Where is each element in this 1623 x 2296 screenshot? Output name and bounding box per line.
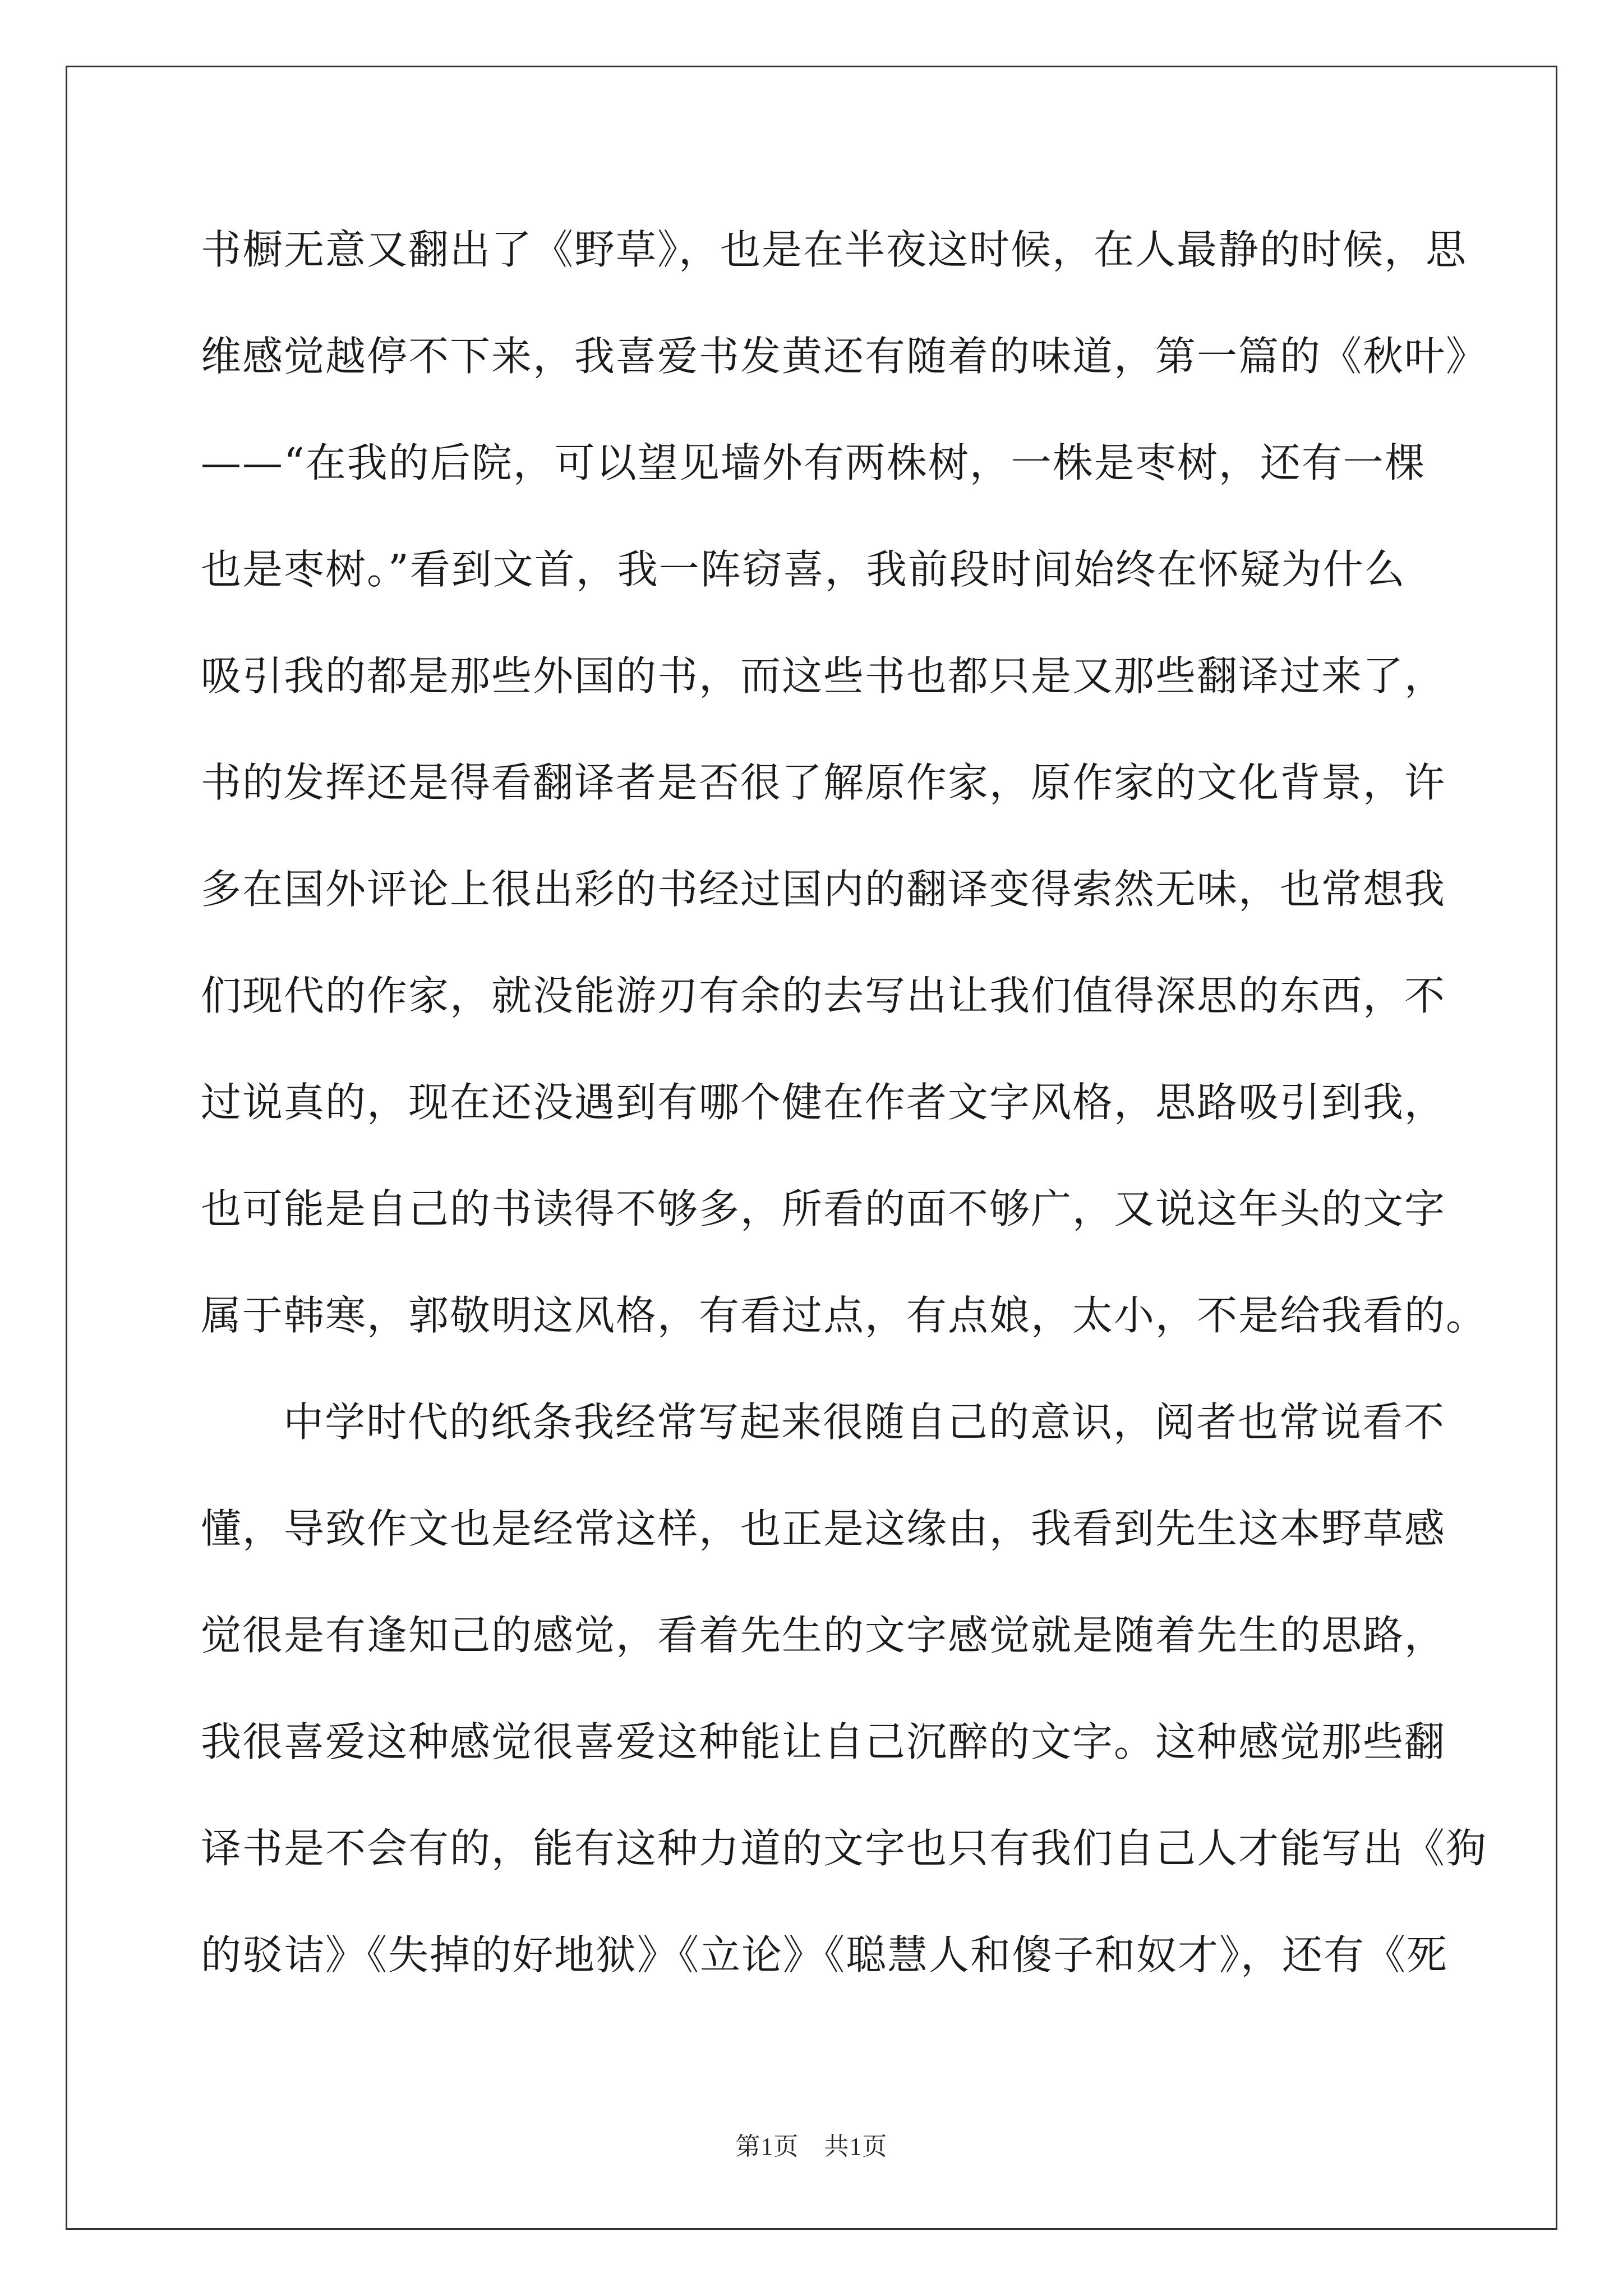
text-line: 译书是不会有的，能有这种力道的文字也只有我们自己人才能写出《狗: [201, 1825, 1488, 1872]
text-line: 书的发挥还是得看翻译者是否很了解原作家，原作家的文化背景，许: [201, 759, 1446, 806]
page-number-footer: 第1页 共1页: [735, 2133, 888, 2160]
text-line: 属于韩寒，郭敬明这风格，有看过点，有点娘，太小，不是给我看的。: [201, 1292, 1488, 1339]
text-line: 的驳诘》《失掉的好地狱》《立论》《聪慧人和傻子和奴才》，还有《死: [201, 1931, 1449, 1978]
paragraph-start-line: 中学时代的纸条我经常写起来很随自己的意识，阅者也常说看不: [283, 1398, 1446, 1446]
text-line: 吸引我的都是那些外国的书，而这些书也都只是又那些翻译过来了，: [201, 652, 1446, 700]
text-line: 过说真的，现在还没遇到有哪个健在作者文字风格，思路吸引到我，: [201, 1079, 1446, 1126]
text-line: 也可能是自己的书读得不够多，所看的面不够广，又说这年头的文字: [201, 1185, 1446, 1232]
text-line: 们现代的作家，就没能游刃有余的去写出让我们值得深思的东西，不: [201, 972, 1446, 1019]
text-line: ——“在我的后院，可以望见墙外有两株树，一株是枣树，还有一棵: [201, 439, 1426, 486]
text-line: 觉很是有逢知己的感觉，看着先生的文字感觉就是随着先生的思路，: [201, 1612, 1446, 1659]
text-line: 我很喜爱这种感觉很喜爱这种能让自己沉醉的文字。这种感觉那些翻: [201, 1718, 1446, 1765]
text-line: 维感觉越停不下来，我喜爱书发黄还有随着的味道，第一篇的《秋叶》: [201, 333, 1488, 380]
text-line: 懂，导致作文也是经常这样，也正是这缘由，我看到先生这本野草感: [201, 1505, 1446, 1552]
text-line: 多在国外评论上很出彩的书经过国内的翻译变得索然无味，也常想我: [201, 866, 1446, 913]
text-line: 也是枣树。”看到文首，我一阵窃喜，我前段时间始终在怀疑为什么: [201, 546, 1406, 593]
text-line: 书橱无意又翻出了《野草》，也是在半夜这时候，在人最静的时候，思: [201, 226, 1468, 273]
document-body: [201, 222, 1488, 2033]
